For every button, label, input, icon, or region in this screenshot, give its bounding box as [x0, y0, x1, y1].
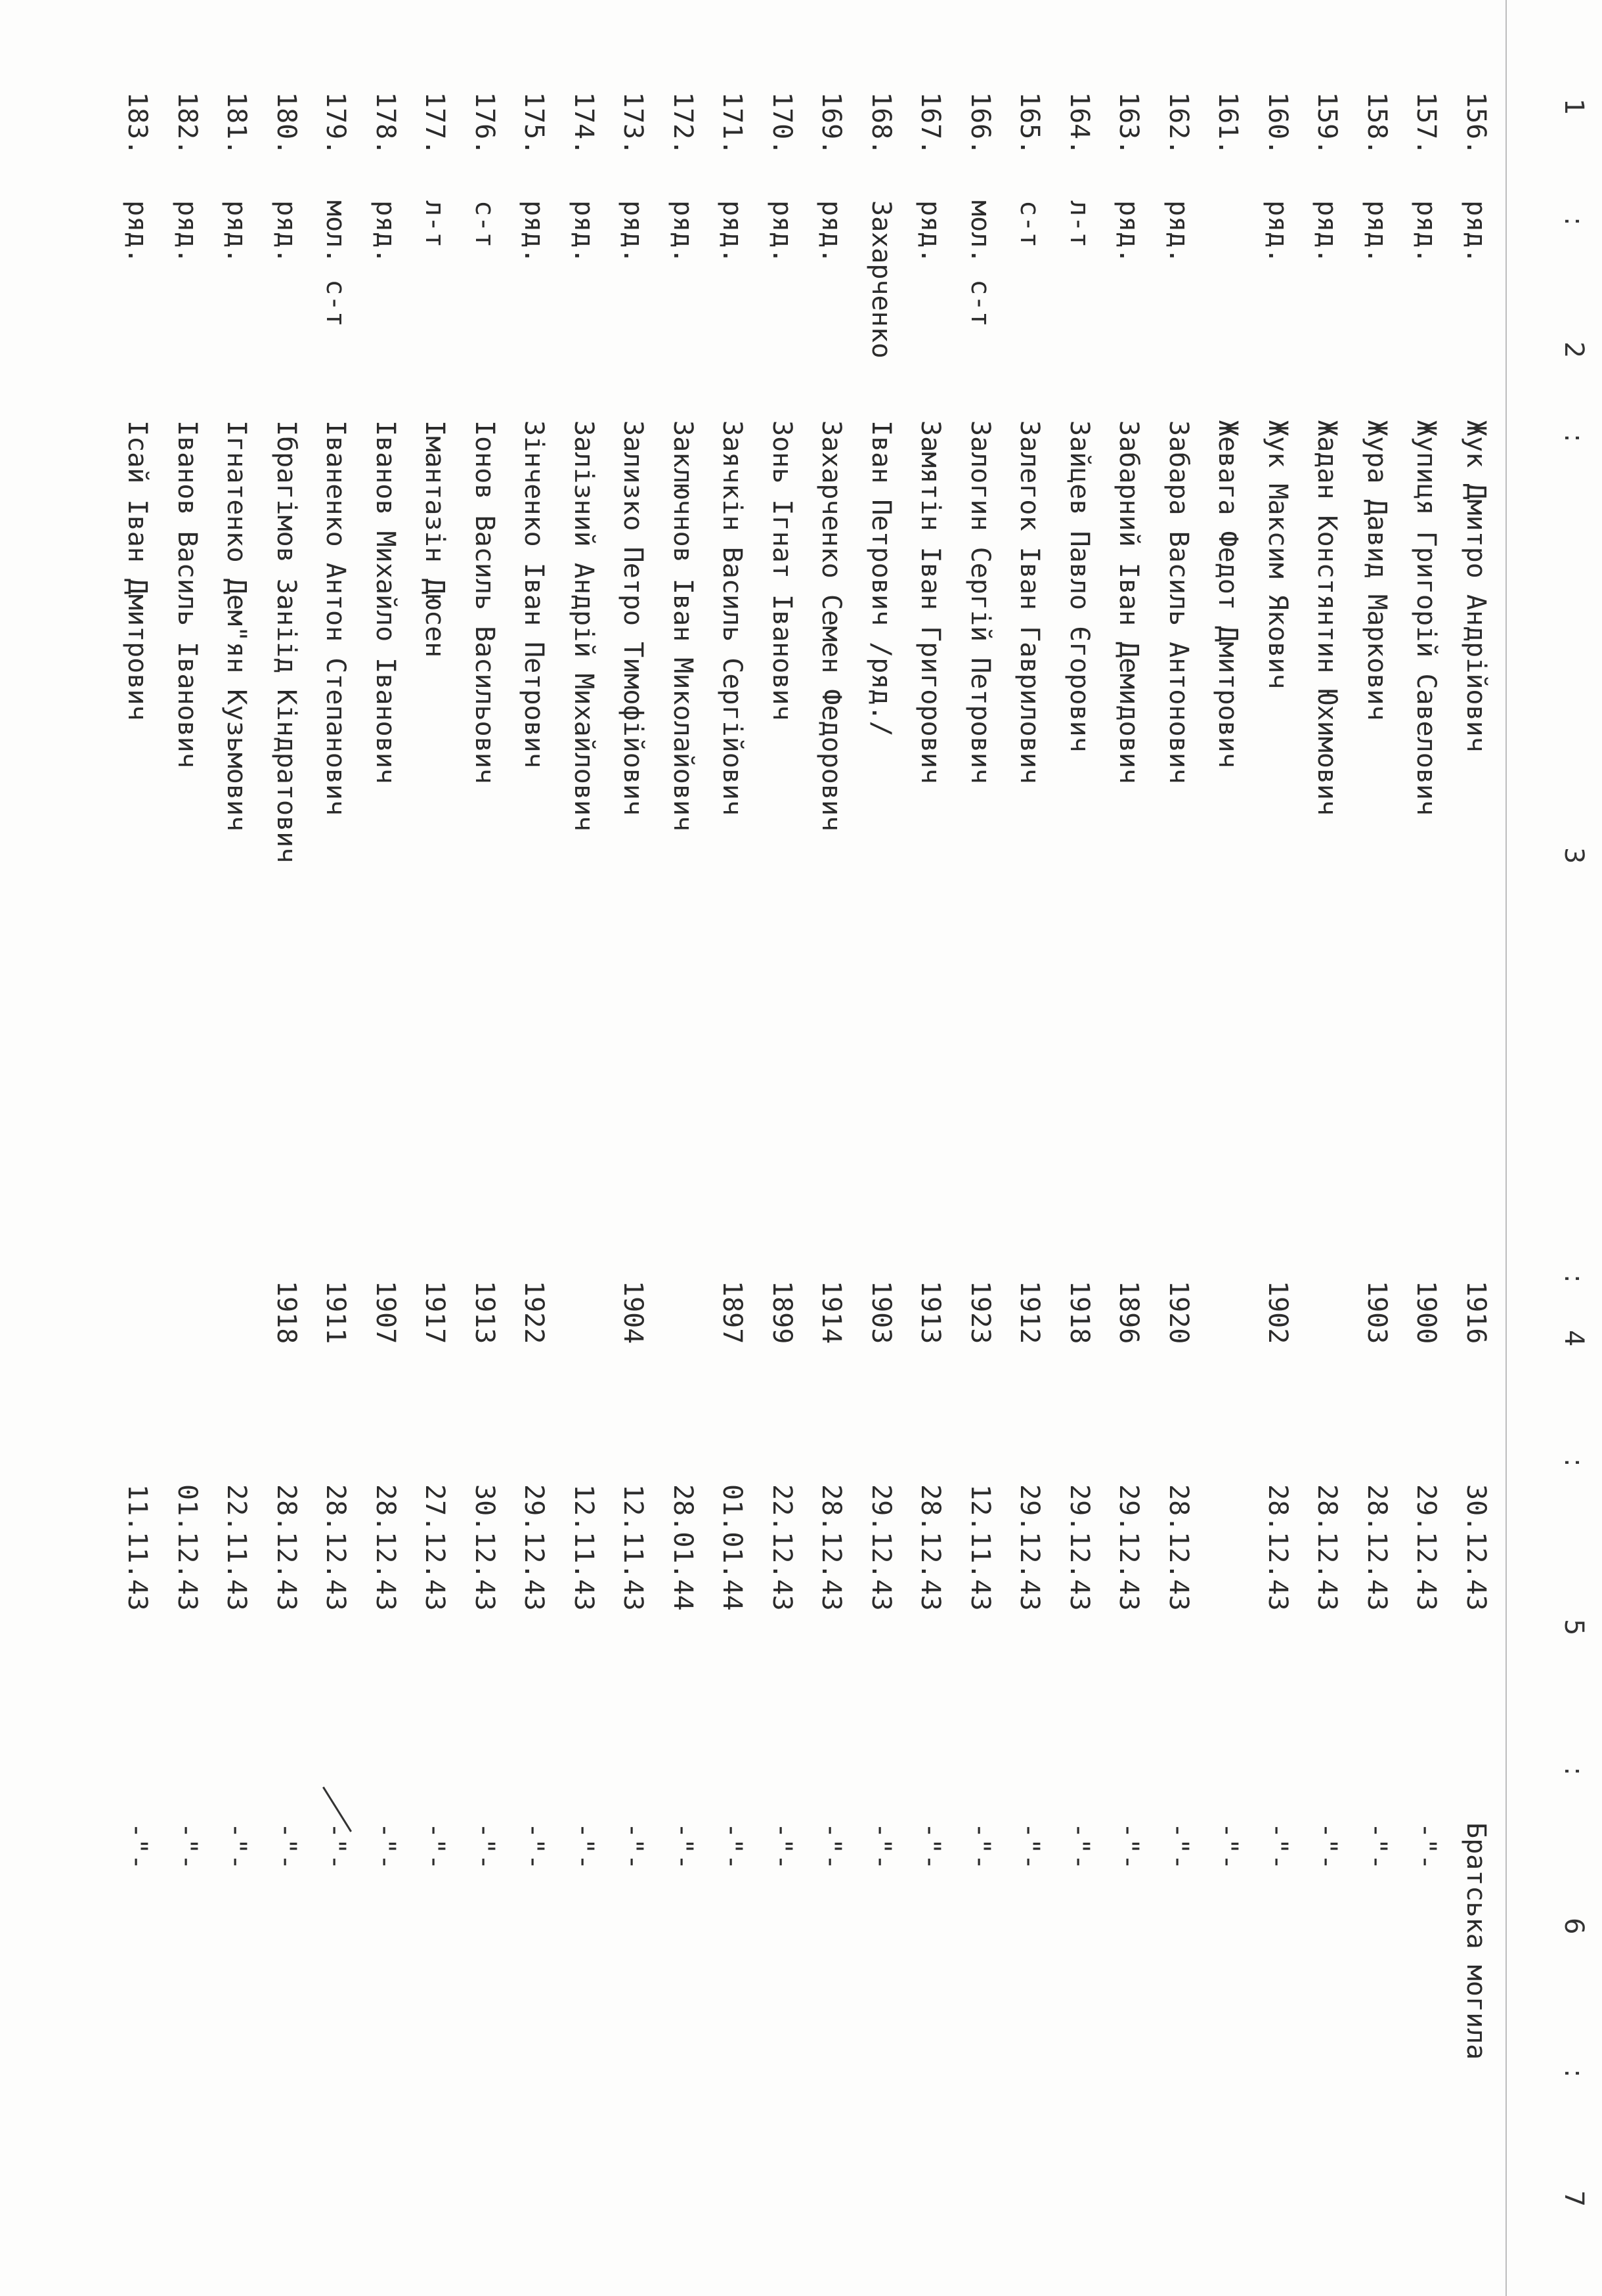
row-number: 171. [717, 92, 747, 156]
row-number: 180. [271, 92, 301, 156]
row-number: 174. [569, 92, 599, 156]
page-edge-line [1505, 0, 1507, 2296]
death-date: 22.11.43 [221, 1484, 251, 1611]
full-name: Залегок Іван Гаврилович [1014, 420, 1045, 784]
row-number: 177. [420, 92, 450, 156]
list-row [810, 0, 852, 2296]
row-number: 164. [1064, 92, 1094, 156]
column-separator: : [1559, 1458, 1589, 1467]
death-date: 28.12.43 [816, 1484, 846, 1611]
death-date: 28.12.43 [370, 1484, 401, 1611]
burial-place: -"- [618, 1822, 648, 1870]
row-number: 158. [1362, 92, 1392, 156]
burial-place: -"- [915, 1822, 945, 1870]
rank: ряд. [122, 200, 152, 264]
row-number: 166. [965, 92, 995, 156]
full-name: Зінченко Іван Петрович [519, 420, 549, 768]
death-date: 29.12.43 [1064, 1484, 1094, 1611]
list-row [662, 0, 704, 2296]
rank: с-т [1014, 200, 1045, 248]
rank: ряд. [1461, 200, 1491, 264]
burial-place: Братська могила [1461, 1822, 1491, 2060]
birth-year: 1897 [717, 1281, 747, 1344]
row-number: 169. [816, 92, 846, 156]
full-name: Іонов Василь Васильович [469, 420, 500, 784]
column-header-6: 6 [1559, 1918, 1589, 1935]
burial-place: -"- [1163, 1822, 1194, 1870]
rank: ряд. [221, 200, 251, 264]
burial-place: -"- [271, 1822, 301, 1870]
row-number: 165. [1014, 92, 1045, 156]
full-name: Забара Василь Антонович [1163, 420, 1194, 784]
rank: ряд. [816, 200, 846, 264]
list-row [1008, 0, 1050, 2296]
full-name: Жупиця Григорій Савелович [1411, 420, 1441, 816]
birth-year: 1907 [370, 1281, 401, 1344]
burial-place: -"- [172, 1822, 202, 1870]
rank: л-т [1064, 200, 1094, 248]
death-date: 28.12.43 [1163, 1484, 1194, 1611]
burial-place: -"- [816, 1822, 846, 1870]
row-number: 176. [469, 92, 500, 156]
death-date: 28.12.43 [1263, 1484, 1293, 1611]
death-date: 12.11.43 [618, 1484, 648, 1611]
list-row [116, 0, 158, 2296]
row-number: 159. [1312, 92, 1342, 156]
list-row [314, 0, 357, 2296]
birth-year: 1911 [320, 1281, 351, 1344]
column-header-4: 4 [1559, 1330, 1589, 1347]
full-name: Зонь Ігнат Іванович [767, 420, 797, 721]
burial-place: -"- [767, 1822, 797, 1870]
full-name: Іваненко Антон Степанович [320, 420, 351, 816]
list-row [612, 0, 654, 2296]
burial-place: -"- [668, 1822, 698, 1870]
rank: ряд. [1263, 200, 1293, 264]
list-row [364, 0, 406, 2296]
column-header-3: 3 [1559, 847, 1589, 864]
birth-year: 1913 [915, 1281, 945, 1344]
full-name: Жадан Констянтин Юхимович [1312, 420, 1342, 816]
birth-year: 1914 [816, 1281, 846, 1344]
column-separator: : [1559, 1767, 1589, 1776]
death-date: 01.01.44 [717, 1484, 747, 1611]
death-date: 12.11.43 [965, 1484, 995, 1611]
death-date: 28.12.43 [1312, 1484, 1342, 1611]
birth-year: 1904 [618, 1281, 648, 1344]
burial-place: -"- [1263, 1822, 1293, 1870]
full-name: Жура Давид Маркович [1362, 420, 1392, 721]
row-number: 183. [122, 92, 152, 156]
full-name: Заключнов Іван Миколайович [668, 420, 698, 832]
full-name: Замятін Іван Григорович [915, 420, 945, 784]
burial-place: -"- [519, 1822, 549, 1870]
row-number: 161. [1213, 92, 1243, 156]
full-name: Ігнатенко Дем"ян Кузьмович [221, 420, 251, 832]
burial-place: -"- [1213, 1822, 1243, 1870]
full-name: Ібрагімов Заніід Кіндратович [271, 420, 301, 864]
death-date: 28.12.43 [915, 1484, 945, 1611]
row-number: 162. [1163, 92, 1194, 156]
row-number: 173. [618, 92, 648, 156]
full-name: Забарний Іван Демидович [1114, 420, 1144, 784]
burial-place: -"- [1014, 1822, 1045, 1870]
burial-place: -"- [1411, 1822, 1441, 1870]
row-number: 156. [1461, 92, 1491, 156]
birth-year: 1896 [1114, 1281, 1144, 1344]
rank: ряд. [1411, 200, 1441, 264]
row-number: 168. [866, 92, 896, 156]
death-date: 30.12.43 [469, 1484, 500, 1611]
row-number: 157. [1411, 92, 1441, 156]
column-header-5: 5 [1559, 1619, 1589, 1636]
burial-place: -"- [122, 1822, 152, 1870]
birth-year: 1903 [866, 1281, 896, 1344]
column-header-1: 1 [1559, 99, 1589, 116]
birth-year: 1918 [1064, 1281, 1094, 1344]
birth-year: 1899 [767, 1281, 797, 1344]
row-number: 178. [370, 92, 401, 156]
full-name: Зализко Петро Тимофійович [618, 420, 648, 816]
list-row [414, 0, 456, 2296]
row-number: 167. [915, 92, 945, 156]
list-row [1108, 0, 1150, 2296]
burial-place: -"- [469, 1822, 500, 1870]
full-name: Жевага Федот Дмитрович [1213, 420, 1243, 768]
burial-place: -"- [1114, 1822, 1144, 1870]
full-name: Іванов Василь Іванович [172, 420, 202, 768]
full-name: Жук Дмитро Андрійович [1461, 420, 1491, 753]
list-row [1257, 0, 1299, 2296]
column-separator: : [1559, 1274, 1589, 1283]
death-date: 11.11.43 [122, 1484, 152, 1611]
full-name: Жук Максим Якович [1263, 420, 1293, 690]
list-row [1306, 0, 1348, 2296]
list-row [166, 0, 208, 2296]
burial-place: -"- [569, 1822, 599, 1870]
list-row [761, 0, 803, 2296]
death-date: 29.12.43 [866, 1484, 896, 1611]
row-number: 175. [519, 92, 549, 156]
burial-place: -"- [965, 1822, 995, 1870]
rank: мол. с-т [965, 200, 995, 327]
list-row [1158, 0, 1200, 2296]
row-number: 160. [1263, 92, 1293, 156]
death-date: 01.12.43 [172, 1484, 202, 1611]
row-number: 179. [320, 92, 351, 156]
birth-year: 1903 [1362, 1281, 1392, 1344]
list-row [711, 0, 753, 2296]
rank: Захарченко [866, 200, 896, 359]
full-name: Ісай Іван Дмитрович [122, 420, 152, 721]
list-row [563, 0, 605, 2296]
rank: ряд. [172, 200, 202, 264]
burial-place: -"- [221, 1822, 251, 1870]
burial-place: -"- [370, 1822, 401, 1870]
list-row [909, 0, 951, 2296]
full-name: Захарченко Семен Федорович [816, 420, 846, 832]
row-number: 170. [767, 92, 797, 156]
death-date: 12.11.43 [569, 1484, 599, 1611]
full-name: Імантазін Дюсен [420, 420, 450, 658]
rank: ряд. [767, 200, 797, 264]
list-row [1356, 0, 1398, 2296]
burial-place: -"- [717, 1822, 747, 1870]
birth-year: 1912 [1014, 1281, 1045, 1344]
full-name: Залізний Андрій Михайлович [569, 420, 599, 832]
birth-year: 1918 [271, 1281, 301, 1344]
death-date: 22.12.43 [767, 1484, 797, 1611]
death-date: 28.12.43 [1362, 1484, 1392, 1611]
rank: ряд. [271, 200, 301, 264]
list-row [265, 0, 307, 2296]
birth-year: 1916 [1461, 1281, 1491, 1344]
death-date: 28.12.43 [271, 1484, 301, 1611]
birth-year: 1922 [519, 1281, 549, 1344]
list-row [959, 0, 1001, 2296]
list-row [1455, 0, 1497, 2296]
list-row [513, 0, 555, 2296]
full-name: Іван Петрович /ряд./ [866, 420, 896, 737]
birth-year: 1900 [1411, 1281, 1441, 1344]
row-number: 182. [172, 92, 202, 156]
list-row [215, 0, 257, 2296]
burial-place: -"- [320, 1822, 351, 1870]
birth-year: 1917 [420, 1281, 450, 1344]
death-date: 29.12.43 [1014, 1484, 1045, 1611]
birth-year: 1923 [965, 1281, 995, 1344]
rank: ряд. [370, 200, 401, 264]
full-name: Зайцев Павло Єгорович [1064, 420, 1094, 753]
burial-place: -"- [420, 1822, 450, 1870]
birth-year: 1920 [1163, 1281, 1194, 1344]
column-header-2: 2 [1559, 342, 1589, 359]
death-date: 29.12.43 [1114, 1484, 1144, 1611]
burial-place: -"- [1312, 1822, 1342, 1870]
death-date: 29.12.43 [1411, 1484, 1441, 1611]
death-date: 27.12.43 [420, 1484, 450, 1611]
death-date: 30.12.43 [1461, 1484, 1491, 1611]
list-row [860, 0, 902, 2296]
rank: с-т [469, 200, 500, 248]
column-separator: : [1559, 217, 1589, 226]
burial-place: -"- [1362, 1822, 1392, 1870]
column-separator: : [1559, 433, 1589, 443]
rank: ряд. [915, 200, 945, 264]
rank: мол. с-т [320, 200, 351, 327]
rank: ряд. [618, 200, 648, 264]
rank: ряд. [1312, 200, 1342, 264]
burial-place: -"- [866, 1822, 896, 1870]
list-row [1207, 0, 1249, 2296]
death-date: 28.12.43 [320, 1484, 351, 1611]
list-row [1405, 0, 1447, 2296]
rank: ряд. [519, 200, 549, 264]
column-separator: : [1559, 2069, 1589, 2078]
full-name: Залогин Сергій Петрович [965, 420, 995, 784]
row-number: 163. [1114, 92, 1144, 156]
list-row [464, 0, 506, 2296]
rank: ряд. [1362, 200, 1392, 264]
row-number: 172. [668, 92, 698, 156]
death-date: 29.12.43 [519, 1484, 549, 1611]
birth-year: 1913 [469, 1281, 500, 1344]
rank: ряд. [717, 200, 747, 264]
rank: ряд. [569, 200, 599, 264]
column-header-7: 7 [1559, 2190, 1589, 2207]
birth-year: 1902 [1263, 1281, 1293, 1344]
rank: ряд. [1114, 200, 1144, 264]
row-number: 181. [221, 92, 251, 156]
list-row [1058, 0, 1100, 2296]
burial-place: -"- [1064, 1822, 1094, 1870]
rank: ряд. [1163, 200, 1194, 264]
rank: л-т [420, 200, 450, 248]
rank: ряд. [668, 200, 698, 264]
full-name: Іванов Михайло Іванович [370, 420, 401, 784]
death-date: 28.01.44 [668, 1484, 698, 1611]
full-name: Заячкін Василь Сергійович [717, 420, 747, 816]
